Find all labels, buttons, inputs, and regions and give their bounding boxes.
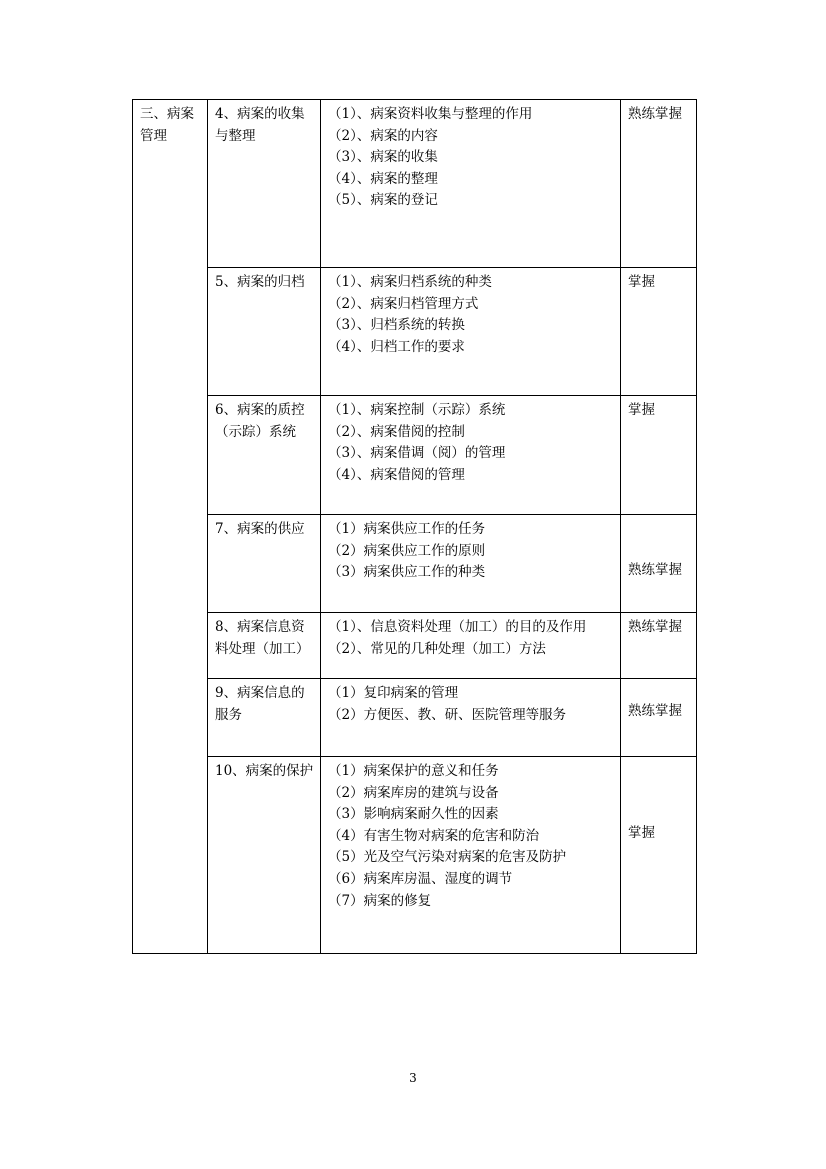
- content-item: （1）、病案资料收集与整理的作用: [328, 106, 533, 122]
- content-cell: [321, 515, 621, 613]
- requirement-cell: 掌握: [621, 268, 697, 396]
- content-item: （4）有害生物对病案的危害和防治: [328, 827, 540, 844]
- requirement-cell: 掌握: [621, 396, 697, 515]
- syllabus-table: [132, 99, 697, 954]
- topic-cell: 8、病案信息资料处理（加工）: [208, 613, 321, 679]
- content-cell: [321, 396, 621, 515]
- content-item: （5）光及空气污染对病案的危害及防护: [328, 849, 567, 866]
- topic-cell: 6、病案的质控（示踪）系统: [208, 396, 321, 515]
- content-item: （3）、病案的收集: [328, 149, 438, 166]
- content-item: （2）、常见的几种处理（加工）方法: [328, 640, 546, 657]
- content-item: （2）、病案借阅的控制: [328, 423, 465, 440]
- content-item: （4）、归档工作的要求: [328, 338, 465, 355]
- table-row: [133, 613, 697, 679]
- requirement-cell: 熟练掌握: [621, 613, 697, 679]
- content-item: （2）方便医、教、研、医院管理等服务: [328, 706, 567, 723]
- content-item: （3）、病案借调（阅）的管理: [328, 445, 506, 462]
- topic-cell: 7、病案的供应: [208, 515, 321, 613]
- content-item: （1）、病案控制（示踪）系统: [328, 402, 506, 418]
- content-item: （4）、病案借阅的管理: [328, 466, 465, 483]
- content-item: （1）病案保护的意义和任务: [328, 763, 499, 779]
- requirement-cell: 熟练掌握: [621, 679, 697, 757]
- content-item: （2）、病案归档管理方式: [328, 295, 479, 312]
- content-item: （1）、信息资料处理（加工）的目的及作用: [328, 619, 587, 635]
- requirement-cell: 熟练掌握: [621, 515, 697, 613]
- content-item: （1）、病案归档系统的种类: [328, 274, 492, 290]
- content-item: （3）、归档系统的转换: [328, 317, 465, 334]
- table-row: [133, 757, 697, 954]
- table-row: [133, 268, 697, 396]
- content-cell: [321, 613, 621, 679]
- content-cell: [321, 268, 621, 396]
- table-row: [133, 515, 697, 613]
- content-item: （4）、病案的整理: [328, 170, 438, 187]
- content-item: （3）影响病案耐久性的因素: [328, 806, 499, 823]
- requirement-cell: 掌握: [621, 757, 697, 954]
- table-row: [133, 100, 697, 268]
- content-item: （3）病案供应工作的种类: [328, 564, 486, 581]
- table-row: [133, 396, 697, 515]
- content-item: （2）、病案的内容: [328, 127, 438, 144]
- topic-cell: 9、病案信息的服务: [208, 679, 321, 757]
- content-cell: [321, 679, 621, 757]
- page-number: 3: [409, 1071, 417, 1085]
- content-item: （1）复印病案的管理: [328, 685, 459, 701]
- content-item: （6）病案库房温、湿度的调节: [328, 870, 513, 887]
- content-item: （5）、病案的登记: [328, 192, 438, 209]
- content-item: （2）病案供应工作的原则: [328, 542, 486, 559]
- content-item: （2）病案库房的建筑与设备: [328, 784, 499, 801]
- section-cell: 三、病案管理: [133, 100, 208, 954]
- topic-cell: 10、病案的保护: [208, 757, 321, 954]
- requirement-cell: 熟练掌握: [621, 100, 697, 268]
- table-row: [133, 679, 697, 757]
- content-cell: [321, 100, 621, 268]
- topic-cell: 4、病案的收集与整理: [208, 100, 321, 268]
- content-item: （7）病案的修复: [328, 892, 432, 909]
- content-cell: [321, 757, 621, 954]
- content-item: （1）病案供应工作的任务: [328, 521, 486, 537]
- topic-cell: 5、病案的归档: [208, 268, 321, 396]
